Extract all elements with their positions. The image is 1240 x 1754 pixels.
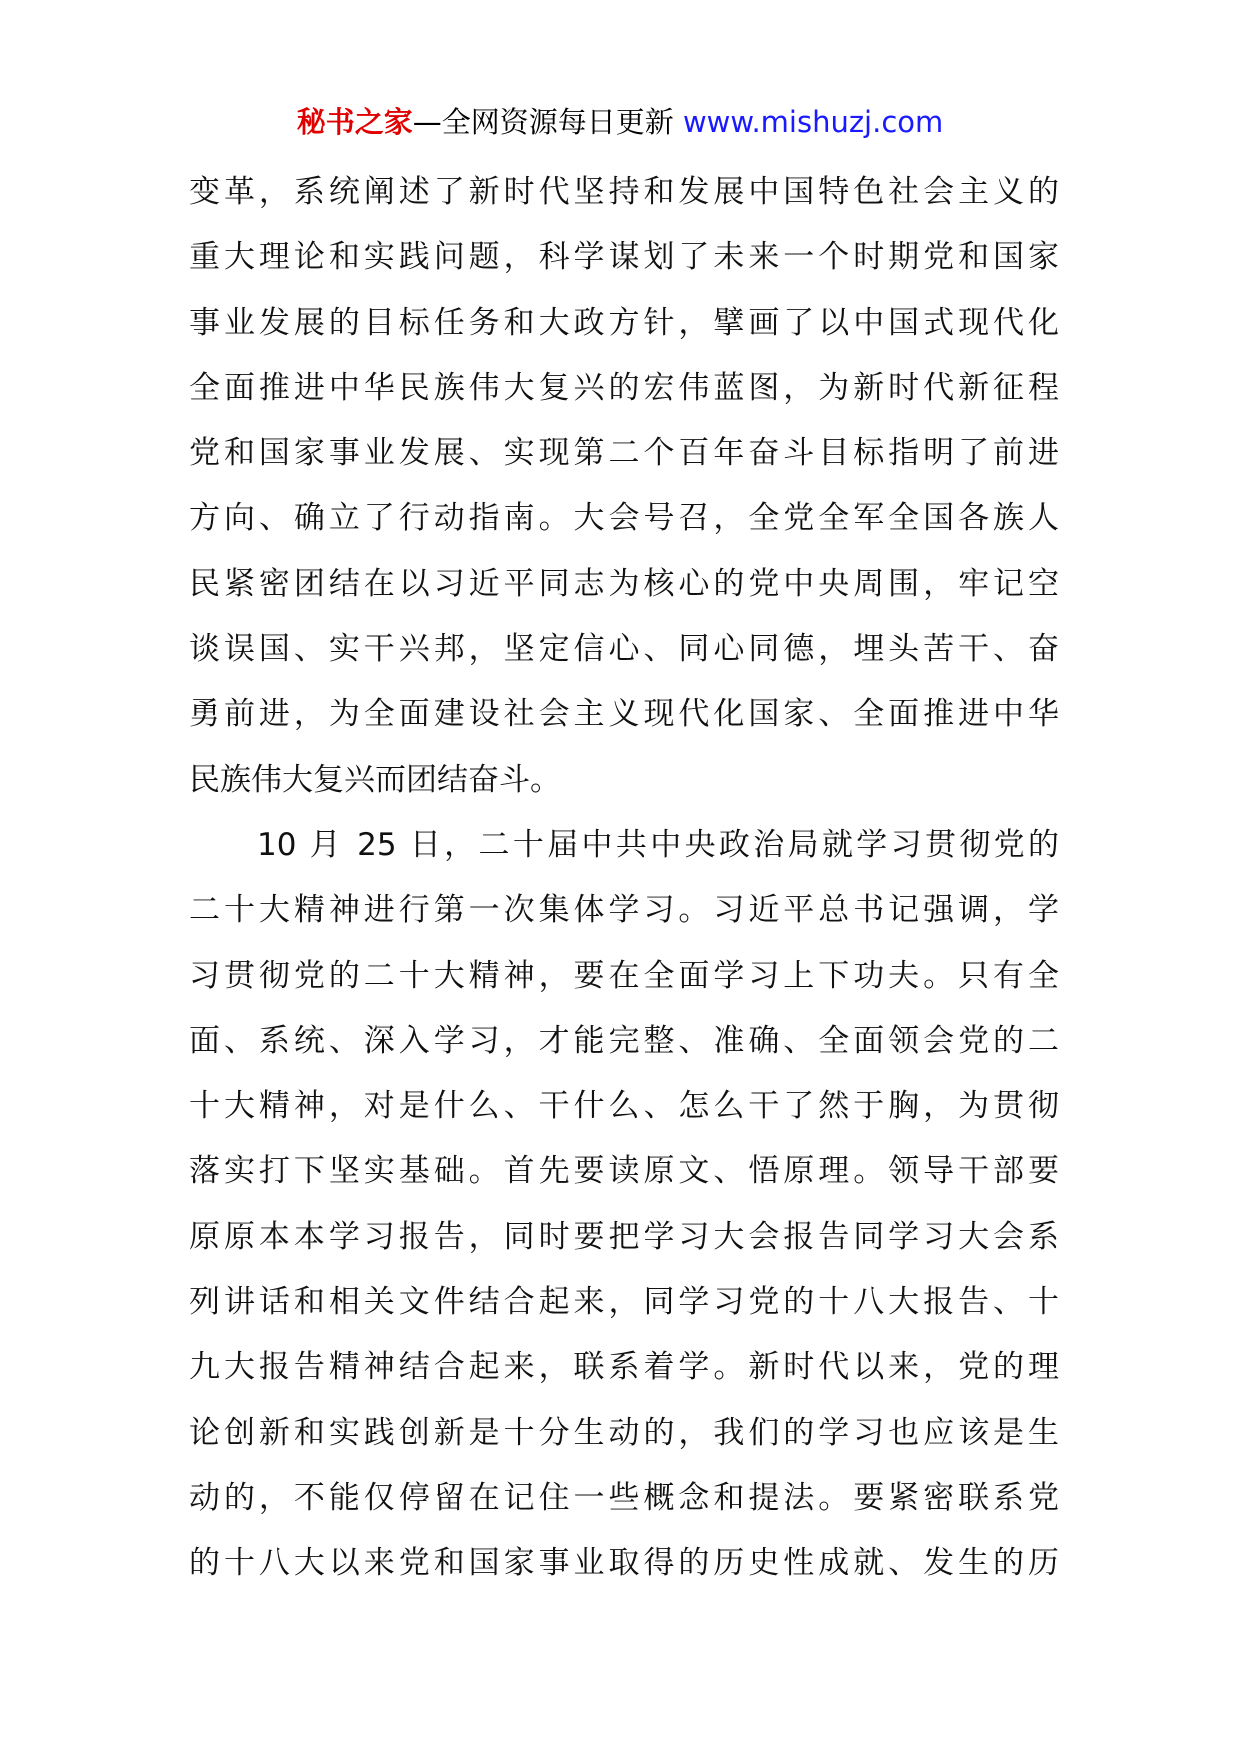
- paragraph-first-line: 10 月 25 日，二十届中共中央政治局就学习贯彻党的: [257, 826, 1059, 863]
- text-line: 面、系统、深入学习，才能完整、准确、全面领会党的二: [189, 1022, 1059, 1059]
- text-line: 重大理论和实践问题，科学谋划了未来一个时期党和国家: [189, 239, 1059, 276]
- header-tagline: —全网资源每日更新: [412, 105, 674, 139]
- text-line: 全面推进中华民族伟大复兴的宏伟蓝图，为新时代新征程: [189, 369, 1059, 406]
- text-line: 勇前进，为全面建设社会主义现代化国家、全面推进中华: [189, 696, 1059, 733]
- text-line: 党和国家事业发展、实现第二个百年奋斗目标指明了前进: [189, 435, 1059, 472]
- text-line: 列讲话和相关文件结合起来，同学习党的十八大报告、十: [189, 1284, 1059, 1321]
- text-line: 民族伟大复兴而团结奋斗。: [189, 761, 561, 798]
- text-line: 的十八大以来党和国家事业取得的历史性成就、发生的历: [189, 1545, 1059, 1582]
- text-line: 民紧密团结在以习近平同志为核心的党中央周围，牢记空: [189, 565, 1059, 602]
- text-line: 落实打下坚实基础。首先要读原文、悟原理。领导干部要: [189, 1153, 1059, 1190]
- text-line: 十大精神，对是什么、干什么、怎么干了然于胸，为贯彻: [189, 1088, 1059, 1125]
- text-line: 变革，系统阐述了新时代坚持和发展中国特色社会主义的: [189, 174, 1059, 210]
- text-line: 论创新和实践创新是十分生动的，我们的学习也应该是生: [189, 1414, 1059, 1451]
- text-line: 习贯彻党的二十大精神，要在全面学习上下功夫。只有全: [189, 957, 1059, 994]
- text-line: 方向、确立了行动指南。大会号召，全党全军全国各族人: [189, 500, 1059, 537]
- site-url-link[interactable]: www.mishuzj.com: [682, 105, 944, 139]
- text-line: 谈误国、实干兴邦，坚定信心、同心同德，埋头苦干、奋: [189, 631, 1059, 668]
- text-line: 原原本本学习报告，同时要把学习大会报告同学习大会系: [189, 1218, 1059, 1255]
- text-line: 事业发展的目标任务和大政方针，擘画了以中国式现代化: [189, 304, 1059, 341]
- text-line: 二十大精神进行第一次集体学习。习近平总书记强调，学: [189, 892, 1059, 929]
- text-line: 动的，不能仅停留在记住一些概念和提法。要紧密联系党: [189, 1479, 1059, 1516]
- brand-name: 秘书之家: [296, 105, 413, 139]
- text-line: 九大报告精神结合起来，联系着学。新时代以来，党的理: [189, 1349, 1059, 1386]
- document-body: [189, 160, 1059, 1597]
- page-header: [0, 100, 1240, 144]
